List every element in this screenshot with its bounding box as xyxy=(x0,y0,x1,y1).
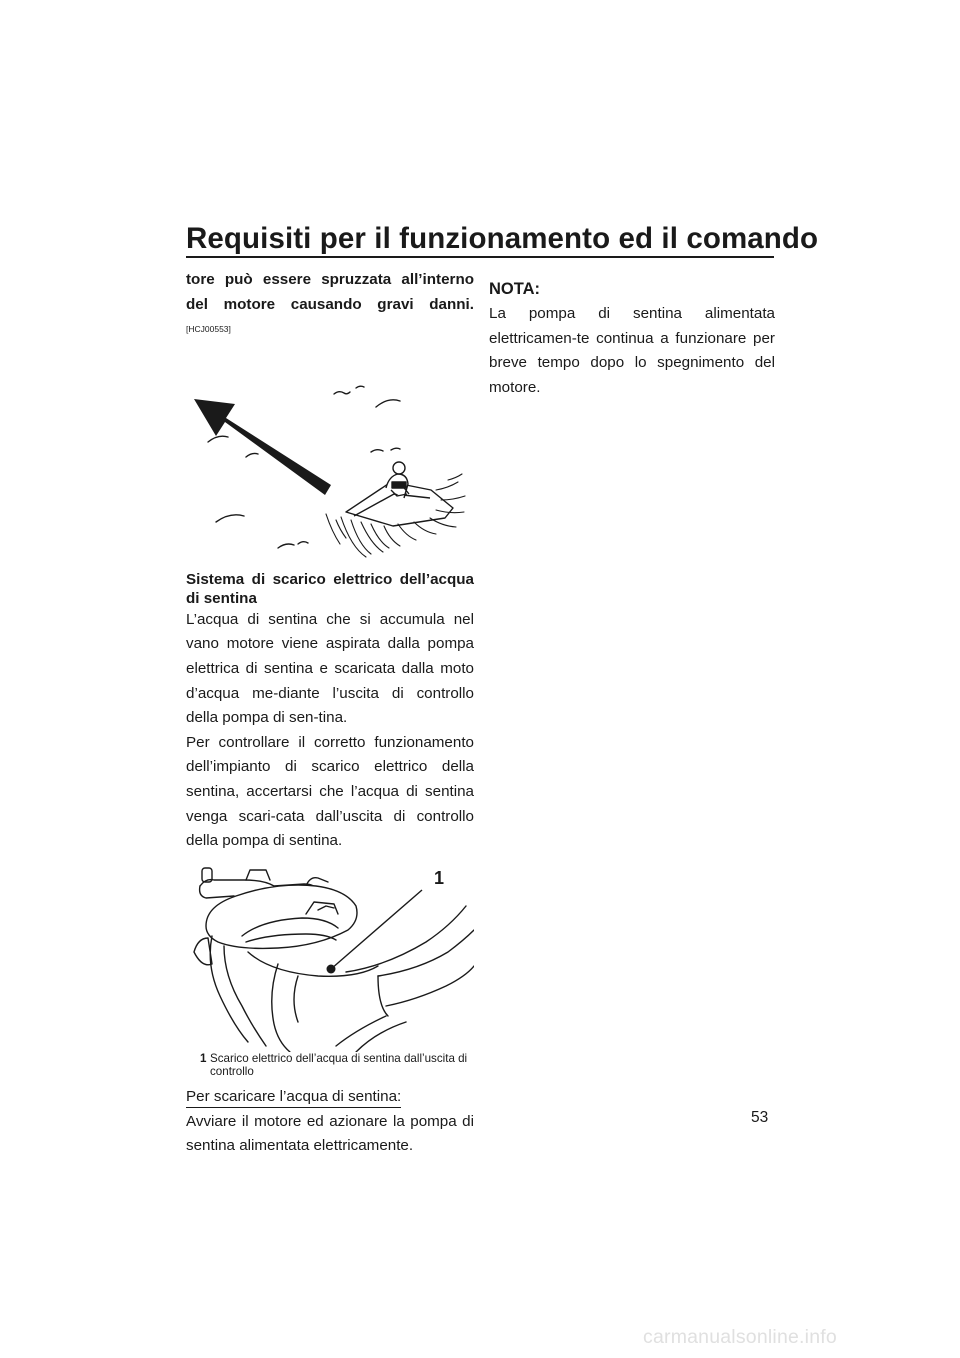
jet-ski-wake-illustration xyxy=(186,342,474,568)
direction-arrow-icon xyxy=(194,399,331,495)
paragraph-check-procedure: Per controllare il corretto funzionamento dell’impianto di scarico elettrico della sentina, accertarsi che l’acqua di sentina venga scari-cata dall’uscita di controllo della pompa di sentina. xyxy=(186,733,474,850)
page-title: Requisiti per il funzionamento ed il comando xyxy=(186,222,819,255)
note-text: La pompa di sentina alimentata elettricamen-te continua a funzionare per breve tempo dopo lo spegnimento del motore. xyxy=(489,305,775,396)
section-heading: Sistema di scarico elettrico dell’acqua di sentina xyxy=(186,570,474,607)
warning-text: tore può essere spruzzata all’interno del motore causando gravi danni. xyxy=(186,271,474,313)
jet-ski-rider-icon xyxy=(346,462,453,526)
watermark: carmanualsonline.info xyxy=(643,1326,837,1348)
warning-continuation xyxy=(186,268,474,342)
procedure-subheading: Per scaricare l’acqua di sentina: xyxy=(186,1087,401,1108)
left-column xyxy=(186,268,474,1159)
legend-number: 1 xyxy=(200,1051,207,1065)
title-rule xyxy=(186,256,774,258)
figure-legend xyxy=(200,1052,474,1079)
page-number: 53 xyxy=(751,1109,769,1126)
jet-ski-handlebar-icon xyxy=(194,868,474,1052)
note-title: NOTA: xyxy=(489,280,541,298)
bilge-outlet-illustration xyxy=(186,856,474,1052)
paragraph-discharge-instruction: Avviare il motore ed azionare la pompa di sentina alimentata elettricamente. xyxy=(186,1112,474,1155)
warning-code: [HCJ00553] xyxy=(186,324,231,335)
paragraph-pump-description: L’acqua di sentina che si accumula nel vano motore viene aspirata dalla pompa elettrica di sentina e scaricata dalla moto d’acqua me-diante l’uscita di controllo della pompa di sen-tina. xyxy=(186,610,474,727)
figure-callout-1: 1 xyxy=(434,867,445,888)
right-column xyxy=(489,279,775,400)
legend-text: Scarico elettrico dell’acqua di sentina dall’uscita di controllo xyxy=(210,1051,468,1079)
